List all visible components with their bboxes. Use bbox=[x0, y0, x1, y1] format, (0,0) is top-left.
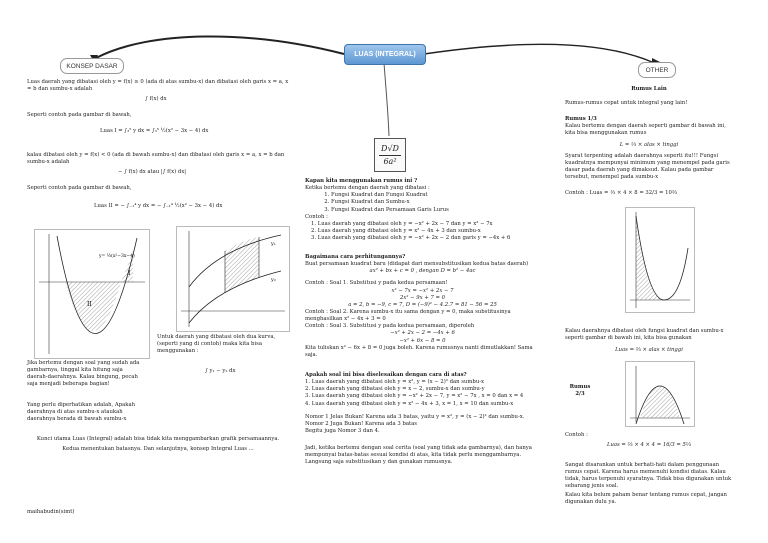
question-item: 3. Luas daerah yang dibatasi oleh y = −x² + 2x − 7, y = x² − 7x , x = 0 dan x = 4 bbox=[305, 393, 524, 400]
middle-f2: ax² + bx + c = 0 , dengan D = b² − 4ac bbox=[369, 268, 476, 275]
list-item: 3. Fungsi Kuadrat dan Persamaan Garis Lurus bbox=[331, 207, 540, 214]
left-f1: ∫ f(x) dx bbox=[145, 96, 167, 102]
topic-konsep-dasar-label: KONSEP DASAR bbox=[66, 62, 118, 70]
left-p1: Luas daerah yang dibatasi oleh y = f(x) ≥ 0 (ada di atas sumbu-x) dan dibatasi oleh garis x = a, x = b dan sumbu-x adalah bbox=[27, 79, 289, 93]
middle-soal3: Contoh : Soal 3. Substitusi y pada kedua persamaan, diperoleh bbox=[305, 323, 475, 330]
left-f2: Luas I = ∫₃⁵ y dx = ∫₃⁵ ½(x² − 3x − 4) dx bbox=[100, 128, 209, 134]
graph1-equation: y= ½(x²−3x−4) bbox=[99, 254, 135, 259]
central-topic[interactable] bbox=[344, 44, 426, 65]
graph-parabola-areas bbox=[34, 229, 150, 359]
graph-two-curves bbox=[176, 226, 290, 332]
right-p1: Rumus-rumus cepat untuk integral yang lain! bbox=[565, 100, 688, 106]
right-f4: Luas = ⅔ × alas × tinggi bbox=[615, 347, 683, 353]
graph1-label-II: II bbox=[87, 301, 92, 308]
left-p4: Seperti contoh pada gambar di bawah, bbox=[27, 185, 132, 191]
middle-contoh: Contoh : bbox=[305, 213, 328, 220]
middle-n2: Nomor 2 Juga Bukan! Karena ada 3 batas bbox=[305, 420, 418, 427]
middle-section-1 bbox=[305, 178, 540, 242]
middle-s3a: −x² + 2x − 2 = −4x + 6 bbox=[390, 330, 455, 337]
example-item: 2. Luas daerah yang dibatasi oleh y = x² − 4x + 3 dan sumbu-x bbox=[311, 227, 481, 234]
formula-top: D√D bbox=[381, 143, 399, 153]
middle-s1a: x² − 7x = −x² + 2x − 7 bbox=[391, 287, 454, 294]
middle-p2: Buat persamaan kuadrat baru (didapat dari mensubstitusikan kedua batas daerah) bbox=[305, 261, 529, 268]
left-f3: − ∫ f(x) dx atau |∫ f(x) dx| bbox=[118, 169, 187, 175]
right-h2: Rumus 1/3 bbox=[565, 116, 597, 122]
right-f5: Luas = ⅔ × 4 × 4 = 16/3 = 5⅓ bbox=[606, 442, 692, 448]
middle-n1: Nomor 1 Jelas Bukan! Karena ada 3 batas, yaitu y = x², y = (x − 2)² dan sumbu-x. bbox=[305, 413, 525, 420]
list-item: 1. Fungsi Kuadrat dan Fungsi Kuadrat bbox=[331, 192, 540, 199]
right-p4: Kalau daerahnya dibatasi oleh fungsi kuadrat dan sumbu-x seperti gambar di bawah ini, kita bisa gunakan bbox=[565, 328, 724, 342]
right-h3: Rumus 2/3 bbox=[569, 384, 591, 398]
right-p2: Kalau bertemu dengan daerah seperti gambar di bawah ini, kita bisa menggunakan rumus bbox=[565, 123, 726, 137]
middle-s1b: 2x² − 9x + 7 = 0 bbox=[400, 294, 445, 301]
right-h1: Rumus Lain bbox=[631, 86, 667, 92]
right-c2: Contoh : bbox=[565, 432, 588, 438]
middle-h3: Apakah soal ini bisa diselesaikan dengan cara di atas? bbox=[305, 372, 467, 378]
graph2-label-y1: y₁ bbox=[271, 241, 276, 247]
middle-section-3 bbox=[305, 372, 543, 467]
right-p3: Syarat terpenting adalah daerahnya seperti itu!!! Fungsi kuadratnya mempunyai minimum yang menempel pada garis dasar pada daerah yang dimaksud. Kalau pada gambar tersebut, menempel pada sumbu-x bbox=[565, 153, 730, 181]
left-p9: Kedua menentukan batasnya. Dan selanjutnya, konsep Integral Luas ... bbox=[62, 446, 254, 452]
list-item: 2. Fungsi Kuadrat dan Sumbu-x bbox=[331, 199, 540, 206]
middle-s3b: −x² + 6x − 8 = 0 bbox=[399, 337, 446, 344]
left-f7: ∫ y₁ − y₂ dx bbox=[205, 368, 236, 374]
middle-p1: Ketika bertemu dengan daerah yang dibatasi : bbox=[305, 185, 430, 192]
left-p2: Seperti contoh pada gambar di bawah, bbox=[27, 112, 132, 118]
middle-h2: Bagaimana cara perhitungannya? bbox=[305, 254, 406, 260]
graph-rumus-1-3 bbox=[625, 207, 695, 313]
right-p6: Kalau kita belum paham benar tentang rumus cepat, jangan digunakan dulu ya. bbox=[565, 492, 727, 506]
right-p5: Sangat disarankan untuk berhati-hati dalam penggunaan rumus cepat. Karena harus memenuhi kondisi diatas. Kalau tidak, harus terpenuhi syaratnya. Tidak bisa digunakan untuk sebarang jenis soal. bbox=[565, 462, 732, 490]
link-to-other bbox=[424, 44, 652, 62]
question-item: 4. Luas daerah yang dibatasi oleh y = x² − 4x + 3, x = 1, x = 10 dan sumbu-x bbox=[305, 400, 514, 407]
link-to-konsep-dasar bbox=[96, 36, 344, 58]
graph2-label-y2: y₂ bbox=[271, 277, 276, 283]
author: maihabudin(simt) bbox=[27, 509, 75, 515]
central-title: LUAS (INTEGRAL) bbox=[354, 51, 416, 58]
link-to-formula-box bbox=[384, 63, 389, 136]
middle-h1: Kapan kita menggunakan rumus ini ? bbox=[305, 178, 418, 184]
topic-other-label: OTHER bbox=[645, 66, 669, 74]
region-rumus-1-3 bbox=[636, 216, 664, 300]
right-c1: Contoh : Luas = ⅓ × 4 × 8 = 32/3 = 10⅔ bbox=[565, 190, 678, 196]
region-between bbox=[225, 237, 259, 293]
formula-image bbox=[374, 138, 406, 172]
graph1-label-I: I bbox=[128, 270, 131, 277]
middle-list bbox=[305, 192, 540, 213]
question-item: 1. Luas daerah yang dibatasi oleh y = x², y = (x − 2)² dan sumbu-x bbox=[305, 379, 485, 386]
topic-konsep-dasar[interactable] bbox=[60, 58, 124, 74]
left-p5: Jika bertemu dengan soal yang sudah ada gambarnya, tinggal kita hitung saja daerah-daerahnya. Kalau bingung, pecah saja menjadi beberapa bagian! bbox=[27, 360, 140, 388]
middle-n3: Begitu juga Nomor 3 dan 4. bbox=[305, 427, 380, 434]
middle-section-2 bbox=[305, 254, 540, 359]
topic-other[interactable] bbox=[638, 62, 676, 78]
region-rumus-2-3 bbox=[640, 385, 680, 418]
formula-bottom: 6a² bbox=[383, 157, 397, 167]
middle-s3c: Kita tuliskan x² − 6x + 8 = 0 juga boleh. Karena rumusnya nanti dimutlakkan! Sama saja. bbox=[305, 344, 533, 358]
left-p8: Kunci utama Luas (Integral) adalah bisa tidak kita menggambarkan grafik persamaannya. bbox=[36, 436, 280, 442]
region-II bbox=[65, 282, 121, 331]
middle-n4: Jadi, ketika bertemu dengan soal cerita (soal yang tidak ada gambarnya), dan hanya mempunyai batas-batas sesuai kondisi di atas, kita tidak perlu menggambarnya. Langsung saja substitusikan y dan gunakan rumusnya. bbox=[305, 445, 532, 466]
left-f4: Luas II = − ∫₋₁⁴ y dx = − ∫₋₁⁴ ½(x² − 3x − 4) dx bbox=[94, 203, 223, 209]
graph-rumus-2-3 bbox=[625, 361, 695, 427]
right-f2: L = ⅓ × alas × tinggi bbox=[619, 142, 679, 148]
example-item: 3. Luas daerah yang dibatasi oleh y = −x² + 2x − 2 dan garis y = −4x + 6 bbox=[311, 235, 511, 242]
middle-s1c: a = 2, b = −9, c = 7, D = (−9)² − 4.2.7 = 81 − 56 = 25 bbox=[348, 301, 497, 308]
middle-soal1: Contoh : Soal 1. Substitusi y pada kedua persamaan! bbox=[305, 280, 448, 287]
left-p3: kalau dibatasi oleh y = f(x) < 0 (ada di bawah sumbu-x) dan dibatasi oleh garis x = a, x = b dan sumbu-x adalah bbox=[27, 152, 285, 166]
middle-soal2: Contoh : Soal 2. Karena sumbu-x itu sama dengan y = 0, maka substitusinya menghasilkan x² − 4x + 3 = 0 bbox=[305, 308, 511, 323]
example-item: 1. Luas daerah yang dibatasi oleh y = −x² + 2x − 7 dan y = x³ − 7x bbox=[311, 220, 493, 227]
question-item: 2. Luas daerah yang dibatasi oleh y = x − 2, sumbu-x dan sumbu-y bbox=[305, 386, 485, 393]
left-p7: Untuk daerah yang dibatasi oleh dua kurva, (seperti yang di contoh) maka kita bisa menggunakan : bbox=[157, 334, 276, 355]
left-p6: Yang perlu diperhatikan adalah, Apakah daerahnya di atas sumbu-x ataukah daerahnya berada di bawah sumbu-x bbox=[27, 402, 136, 423]
